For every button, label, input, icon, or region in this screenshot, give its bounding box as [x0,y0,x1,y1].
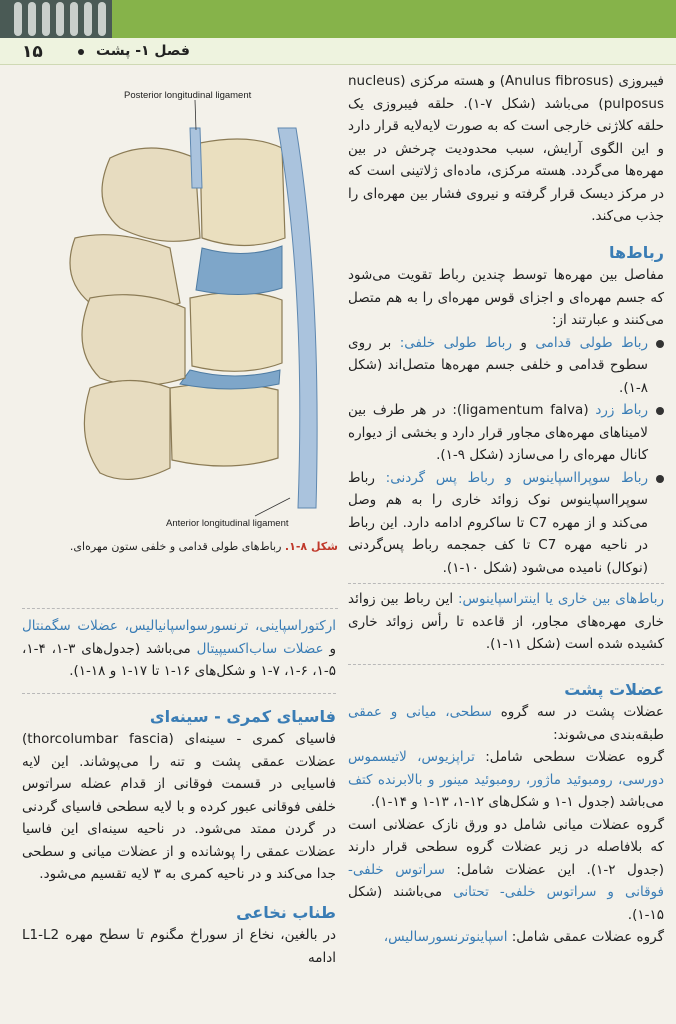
label-posterior-ligament: Posterior longitudinal ligament [124,90,252,101]
list-item: رباط طولی قدامی و رباط طولی خلفی: بر روی سطوح قدامی و خلفی جسم مهره‌ها متصل‌اند (شکل ۸-۱). [348,332,664,400]
muscles-paragraph-1: عضلات پشت در سه گروه سطحی، میانی و عمقی طبقه‌بندی می‌شوند: [348,704,664,743]
spine-ligament-figure [20,88,338,538]
divider [22,608,338,609]
disc-2 [180,370,280,389]
ligament-list [348,332,664,580]
skeleton-thumbnail [0,0,112,38]
muscles-continuation: ارکتوراسپاینی، ترنسورسواسپانیالیس، عضلات سگمنتال و عضلات ساب‌اکسیپیتال می‌باشد (جدول‌های ۳-۱، ۴-۱، ۵-۱، ۶-۱، ۷-۱ و شکل‌های ۱۶-۱ تا ۱۷-۱ و ۱۸-۱). [22,618,337,679]
anterior-ligament-shape [278,128,317,508]
ligaments-heading: رباط‌ها [609,242,664,262]
caption-text: رباط‌های طولی قدامی و خلفی ستون مهره‌ای. [69,540,282,553]
disc-paragraph: فیبروزی (Anulus fibrosus) و هسته مرکزی (nucleus pulposus) می‌باشد (شکل ۷-۱). حلقه فیبروزی یک حلقه کلاژنی خارجی است که به صورت لایه‌لایه قرار دارد و این الگوی آرایش، سبب محدودیت چرخش در بین مهره‌ها می‌گردد. هسته مرکزی، ماده‌ای ژلاتینی است که در مرکز دیسک قرار گرفته و نیروی فشار بین مهره‌ای را جذب می‌کند. [348,73,665,224]
figure-caption [20,540,338,553]
spinal-cord-paragraph: در بالغین، نخاع از سوراخ مگنوم تا سطح مهره L1-L2 ادامه [22,927,336,966]
chapter-title: فصل ۱- پشت [96,43,190,59]
muscles-heading: عضلات پشت [564,679,664,699]
page-number: ۱۵ [22,42,43,62]
ligaments-intro: مفاصل بین مهره‌ها توسط چندین رباط تقویت می‌شود که جسم مهره‌ای و اجزای قوس مهره‌ای را به هم متصل می‌کنند و عبارتند از: [348,267,664,328]
right-column [348,70,664,949]
header-dot [78,49,84,55]
label-line-bottom [255,498,290,516]
spine-illustration [20,88,338,538]
posterior-ligament-shape [190,128,202,188]
vertebra-1 [200,139,285,246]
list-item: رباط سوپرااسپاینوس و رباط پس گردنی: رباط سوپرااسپاینوس نوک زوائد خاری را به هم وصل می‌کند و از مهره C7 تا ساکروم ادامه دارد. این رباط در ناحیه مهره C7 تا کف جمجمه رباط پس‌گردنی (نوکال) نامیده می‌شود (شکل ۱۰-۱). [348,467,664,580]
fascia-heading: فاسیای کمری - سینه‌ای [149,706,336,726]
posterior-arch-1 [102,148,200,241]
vertebra-3 [170,383,278,466]
fascia-paragraph: فاسیای کمری - سینه‌ای (thorcolumbar fascia) عضلات عمقی پشت و تنه را می‌پوشاند. این لایه فاسیایی در قسمت فوقانی از قدام عضله سراتوس خلفی فوقانی عبور کرده و با لایه سطحی فاسیای گردنی در گردن ممتد می‌شود. در ناحیه سینه‌ای این فاسیا عضلات عمقی را پوشانده و از عضلات میانی و سطحی جدا می‌کند و در ناحیه کمری به ۳ لایه تقسیم می‌شود. [22,731,336,882]
vertebra-2 [190,292,282,371]
top-banner [0,0,676,38]
label-anterior-ligament: Anterior longitudinal ligament [166,518,289,529]
spinal-cord-heading: طناب نخاعی [236,902,336,922]
muscles-paragraph-2: گروه عضلات سطحی شامل: تراپزیوس، لاتیسموس دورسی، رومبوئید ماژور، رومبوئید مینور و بالابرنده کتف می‌باشد (جدول ۱-۱ و شکل‌های ۱۲-۱، ۱۳-۱ و ۱۴-۱). [348,749,664,810]
disc-1 [196,246,282,295]
muscles-paragraph-3: گروه عضلات میانی شامل دو ورق نازک عضلانی است که بلافاصله در زیر عضلات گروه سطحی قرار دارند (جدول ۲-۱). این عضلات شامل: سراتوس خلفی- فوقانی و سراتوس خلفی- تحتانی می‌باشند (شکل ۱۵-۱). [348,816,664,923]
left-column [22,615,336,969]
label-line-top [195,100,196,130]
list-item: رباط زرد (ligamentum falva): در هر طرف بین لامیناهای مهره‌های مجاور قرار دارد و بخشی از دیواره کانال مهره‌ای را می‌سازد (شکل ۹-۱). [348,399,664,467]
interspinous-box: رباط‌های بین خاری یا اینتراسپاینوس: این رباط بین زوائد خاری مهره‌های مجاور، از قاعده تا رأس زوائد خاری کشیده شده است (شکل ۱۱-۱). [348,583,664,656]
caption-label: شکل ۸-۱. [284,540,338,553]
posterior-arch-3 [82,295,185,386]
posterior-arch-4 [84,381,170,480]
muscles-paragraph-4: گروه عضلات عمقی شامل: اسپاینوترنسورسالیس، [383,929,664,945]
